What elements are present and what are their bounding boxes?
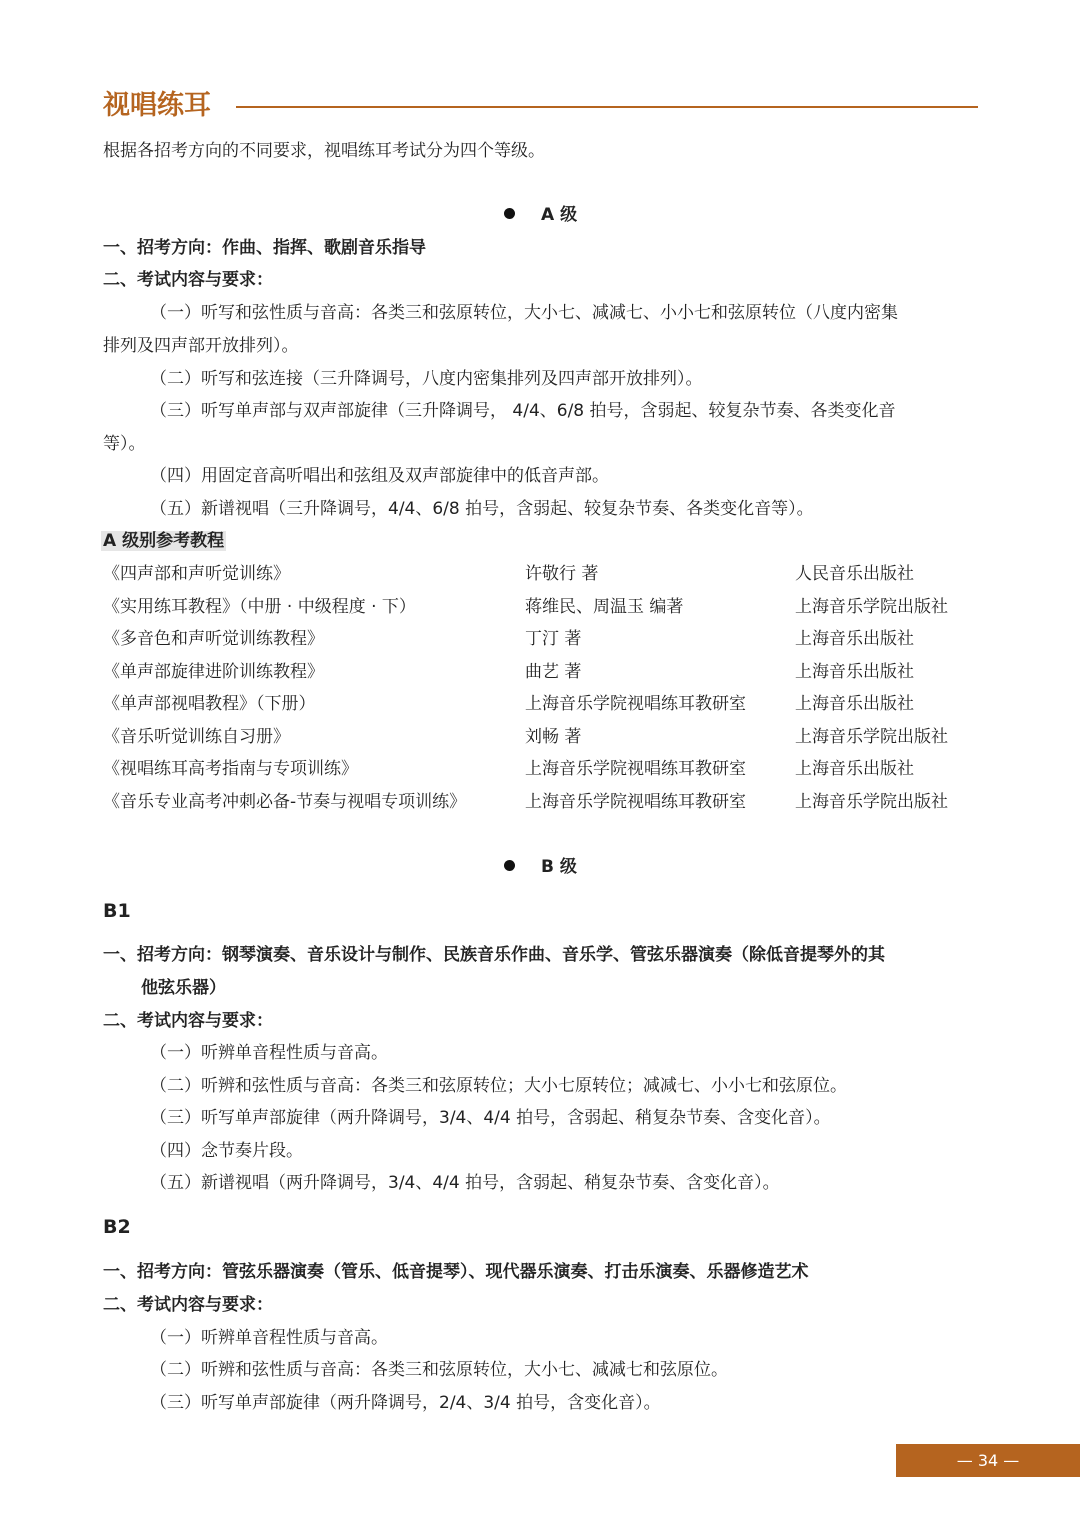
- b2-item-3: （三）听写单声部旋律（两升降调号，2/4、3/4 拍号，含变化音）。: [150, 1393, 661, 1413]
- level-a-item-1-cont: 排列及四声部开放排列）。: [103, 336, 299, 356]
- ref-book: 《音乐听觉训练自习册》: [103, 727, 290, 747]
- level-a-item-3: （三）听写单声部与双声部旋律（三升降调号， 4/4、6/8 拍号，含弱起、较复杂节奏、各类变化音: [150, 401, 896, 421]
- intro-text: 根据各招考方向的不同要求，视唱练耳考试分为四个等级。: [103, 141, 545, 161]
- ref-book: 《单声部视唱教程》（下册）: [103, 694, 316, 714]
- level-a-item-4: （四）用固定音高听唱出和弦组及双声部旋律中的低音声部。: [150, 466, 609, 486]
- ref-publisher: 人民音乐出版社: [795, 564, 914, 584]
- ref-book: 《单声部旋律进阶训练教程》: [103, 662, 324, 682]
- ref-book: 《视唱练耳高考指南与专项训练》: [103, 759, 358, 779]
- ref-book: 《音乐专业高考冲刺必备-节奏与视唱专项训练》: [103, 792, 467, 812]
- page-number: — 34 —: [896, 1444, 1080, 1477]
- ref-publisher: 上海音乐出版社: [795, 759, 914, 779]
- ref-publisher: 上海音乐出版社: [795, 694, 914, 714]
- b1-item-1: （一）听辨单音程性质与音高。: [150, 1043, 388, 1063]
- page-title: 视唱练耳: [103, 90, 211, 121]
- ref-book: 《实用练耳教程》（中册 · 中级程度 · 下）: [103, 597, 416, 617]
- level-b-heading: [504, 855, 577, 879]
- b2-title: B2: [103, 1216, 131, 1238]
- ref-publisher: 上海音乐出版社: [795, 662, 914, 682]
- b1-content-title: 二、考试内容与要求：: [103, 1011, 273, 1031]
- ref-author: 刘畅 著: [525, 727, 582, 747]
- level-a-item-3-cont: 等）。: [103, 434, 146, 454]
- level-a-heading: [504, 203, 577, 227]
- b2-content-title: 二、考试内容与要求：: [103, 1295, 273, 1315]
- ref-author: 上海音乐学院视唱练耳教研室: [525, 759, 746, 779]
- b1-item-5: （五）新谱视唱（两升降调号，3/4、4/4 拍号，含弱起、稍复杂节奏、含变化音）。: [150, 1173, 780, 1193]
- ref-author: 丁汀 著: [525, 629, 582, 649]
- bullet-icon: [504, 208, 515, 219]
- ref-author: 许敬行 著: [525, 564, 599, 584]
- b2-item-1: （一）听辨单音程性质与音高。: [150, 1328, 388, 1348]
- level-b-label: B 级: [541, 857, 577, 877]
- level-a-item-5: （五）新谱视唱（三升降调号，4/4、6/8 拍号，含弱起、较复杂节奏、各类变化音等）。: [150, 499, 814, 519]
- ref-book: 《多音色和声听觉训练教程》: [103, 629, 324, 649]
- bullet-icon: [504, 860, 515, 871]
- b1-item-3: （三）听写单声部旋律（两升降调号，3/4、4/4 拍号，含弱起、稍复杂节奏、含变化音）。: [150, 1108, 831, 1128]
- ref-publisher: 上海音乐出版社: [795, 629, 914, 649]
- ref-author: 上海音乐学院视唱练耳教研室: [525, 792, 746, 812]
- level-a-item-1: （一）听写和弦性质与音高：各类三和弦原转位，大小七、减减七、小小七和弦原转位（八度内密集: [150, 303, 898, 323]
- b1-title: B1: [103, 900, 131, 922]
- b1-item-4: （四）念节奏片段。: [150, 1141, 303, 1161]
- ref-author: 上海音乐学院视唱练耳教研室: [525, 694, 746, 714]
- ref-book: 《四声部和声听觉训练》: [103, 564, 290, 584]
- ref-author: 曲艺 著: [525, 662, 582, 682]
- ref-publisher: 上海音乐学院出版社: [795, 792, 948, 812]
- level-a-content-title: 二、考试内容与要求：: [103, 270, 273, 290]
- ref-publisher: 上海音乐学院出版社: [795, 597, 948, 617]
- b2-direction: 一、招考方向：管弦乐器演奏（管乐、低音提琴）、现代器乐演奏、打击乐演奏、乐器修造艺术: [103, 1262, 809, 1282]
- reference-title: [103, 529, 226, 553]
- level-a-item-2: （二）听写和弦连接（三升降调号，八度内密集排列及四声部开放排列）。: [150, 369, 703, 389]
- title-rule: [236, 106, 978, 108]
- level-a-direction: 一、招考方向：作曲、指挥、歌剧音乐指导: [103, 238, 426, 258]
- level-a-label: A 级: [541, 205, 578, 225]
- reference-title-text: A 级别参考教程: [103, 531, 225, 551]
- b1-item-2: （二）听辨和弦性质与音高：各类三和弦原转位；大小七原转位；减减七、小小七和弦原位。: [150, 1076, 847, 1096]
- b2-item-2: （二）听辨和弦性质与音高：各类三和弦原转位，大小七、减减七和弦原位。: [150, 1360, 728, 1380]
- ref-author: 蒋维民、周温玉 编著: [525, 597, 684, 617]
- ref-publisher: 上海音乐学院出版社: [795, 727, 948, 747]
- b1-direction: 一、招考方向：钢琴演奏、音乐设计与制作、民族音乐作曲、音乐学、管弦乐器演奏（除低音提琴外的其: [103, 945, 885, 965]
- b1-direction-cont: 他弦乐器）: [141, 978, 226, 998]
